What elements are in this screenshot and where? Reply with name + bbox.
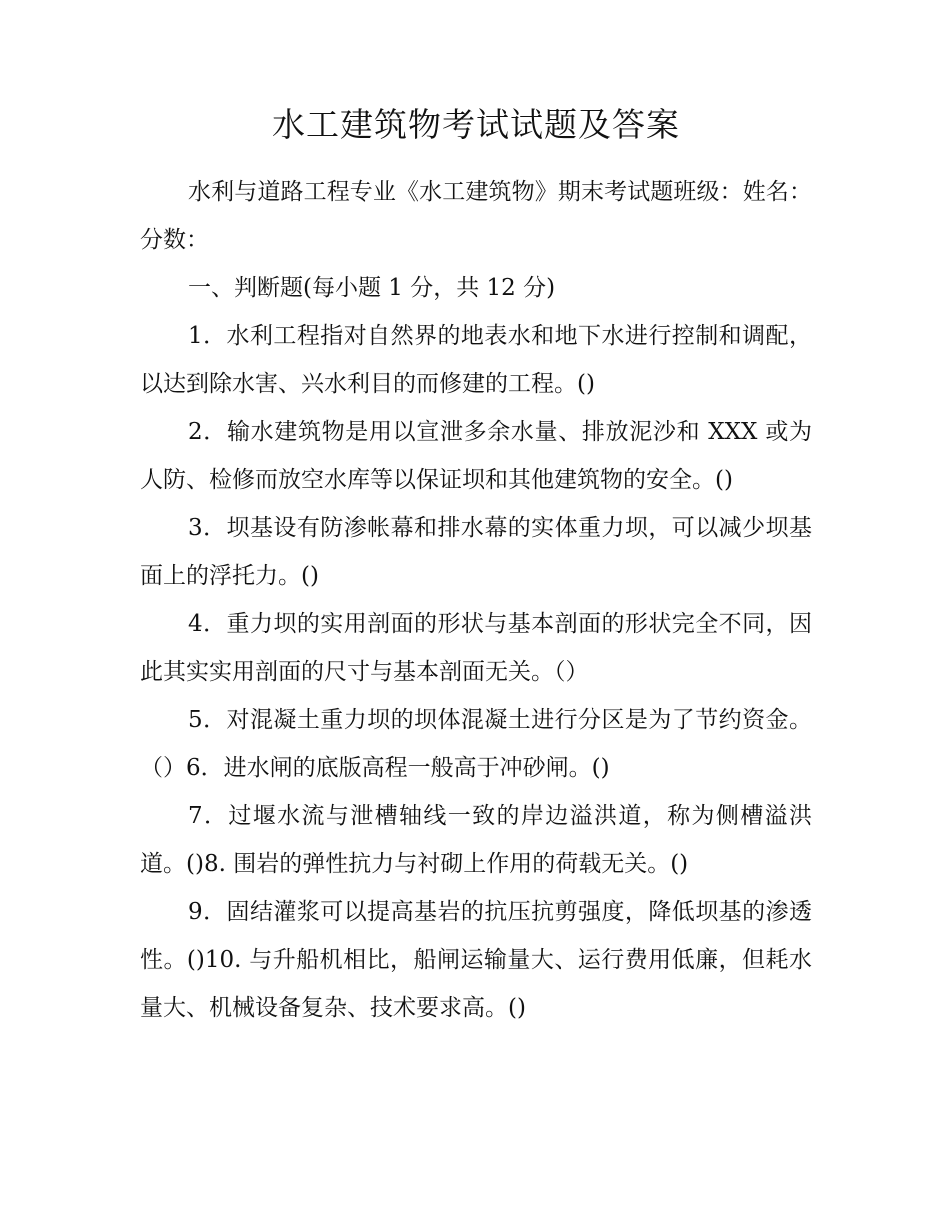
question-4: 4．重力坝的实用剖面的形状与基本剖面的形状完全不同，因此其实实用剖面的尺寸与基本剖面无关。（） [140, 611, 812, 685]
question-1: 1．水利工程指对自然界的地表水和地下水进行控制和调配，以达到除水害、兴水利目的而修建的工程。() [140, 323, 812, 397]
question-5-6: 5．对混凝土重力坝的坝体混凝土进行分区是为了节约资金。（）6．进水闸的底版高程一般高于冲砂闸。() [140, 707, 812, 781]
question-3: 3．坝基设有防渗帐幕和排水幕的实体重力坝，可以减少坝基面上的浮托力。() [140, 515, 812, 589]
section-heading: 一、判断题(每小题 1 分，共 12 分) [188, 275, 556, 301]
header-info: 水利与道路工程专业《水工建筑物》期末考试题班级：姓名：分数： [140, 179, 812, 253]
document-title: 水工建筑物考试试题及答案 [272, 105, 680, 144]
question-9-10: 9．固结灌浆可以提高基岩的抗压抗剪强度，降低坝基的渗透性。()10. 与升船机相比，船闸运输量大、运行费用低廉，但耗水量大、机械设备复杂、技术要求高。() [140, 899, 812, 1021]
question-2: 2．输水建筑物是用以宣泄多余水量、排放泥沙和 XXX 或为人防、检修而放空水库等以保证坝和其他建筑物的安全。() [140, 419, 812, 493]
question-7-8: 7．过堰水流与泄槽轴线一致的岸边溢洪道，称为侧槽溢洪道。()8. 围岩的弹性抗力与衬砌上作用的荷载无关。() [140, 803, 812, 877]
